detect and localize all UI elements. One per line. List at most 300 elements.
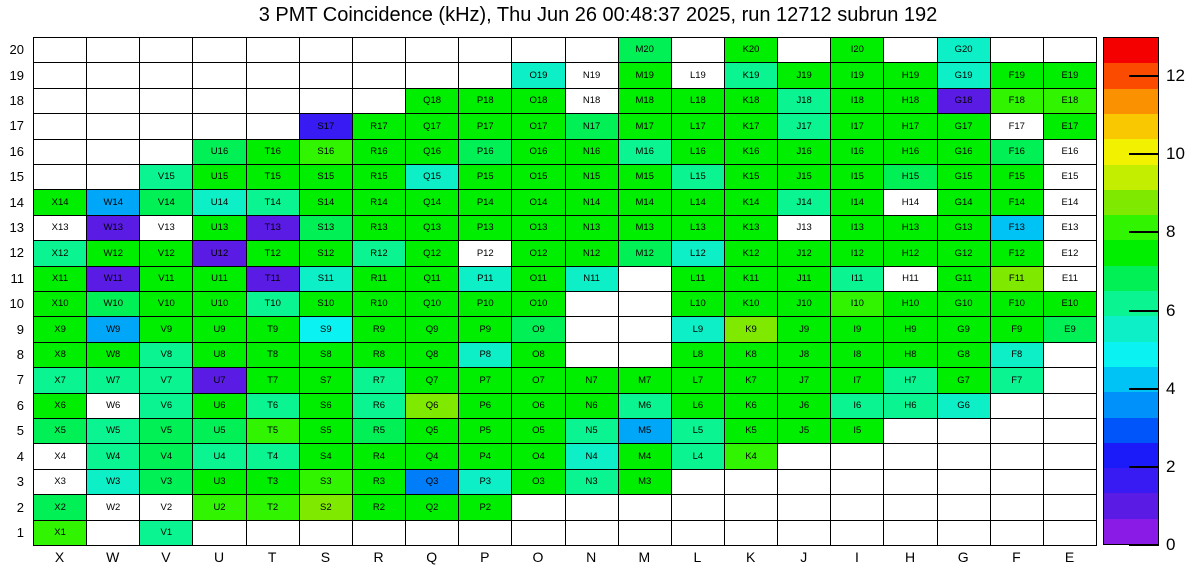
heatmap-cell [140, 343, 193, 368]
heatmap-cell [247, 267, 300, 292]
heatmap-cell [353, 114, 406, 139]
cell-label: G8 [957, 349, 970, 361]
heatmap-cell [619, 317, 672, 342]
heatmap-cell [672, 241, 725, 266]
cell-label: W11 [103, 273, 123, 285]
heatmap-cell [353, 444, 406, 469]
heatmap-cell [725, 165, 778, 190]
cell-label: X1 [54, 527, 66, 539]
heatmap-cell [1044, 521, 1097, 546]
cell-label: N3 [585, 476, 598, 488]
cell-label: M4 [638, 450, 652, 462]
cell-label: I6 [853, 400, 862, 412]
heatmap-cell [459, 267, 512, 292]
heatmap-cell [672, 190, 725, 215]
heatmap-cell [406, 190, 459, 215]
heatmap-cell [725, 241, 778, 266]
cell-label: N17 [582, 120, 601, 132]
heatmap-cell [353, 241, 406, 266]
heatmap-cell [512, 63, 565, 88]
heatmap-cell [140, 216, 193, 241]
cell-label: I7 [853, 374, 862, 386]
heatmap-cell [991, 165, 1044, 190]
heatmap-cell [1044, 394, 1097, 419]
cell-label: K18 [742, 95, 760, 107]
heatmap-cell [193, 140, 246, 165]
colorbar-tick [1129, 231, 1159, 233]
x-axis-tick-label: N [586, 549, 597, 565]
heatmap-cell [459, 317, 512, 342]
cell-label: S4 [320, 450, 332, 462]
y-axis-tick-label: 15 [9, 169, 24, 185]
cell-label: L16 [689, 146, 706, 158]
heatmap-cell [672, 419, 725, 444]
heatmap-cell [247, 241, 300, 266]
heatmap-cell [459, 216, 512, 241]
heatmap-cell [300, 114, 353, 139]
cell-label: T7 [267, 374, 279, 386]
heatmap-cell [193, 216, 246, 241]
heatmap-cell [566, 216, 619, 241]
heatmap-cell [884, 140, 937, 165]
heatmap-cell [459, 114, 512, 139]
cell-label: J5 [799, 425, 810, 437]
cell-label: K4 [745, 450, 757, 462]
heatmap-cell [566, 267, 619, 292]
cell-label: L13 [689, 222, 706, 234]
cell-label: L15 [689, 171, 706, 183]
heatmap-cell [459, 190, 512, 215]
heatmap-cell [831, 419, 884, 444]
heatmap-cell [406, 89, 459, 114]
heatmap-cell [778, 89, 831, 114]
heatmap-cell [1044, 216, 1097, 241]
x-axis-tick-label: Q [426, 549, 438, 565]
heatmap-cell [300, 419, 353, 444]
heatmap-cell [831, 38, 884, 63]
cell-label: Q5 [425, 425, 439, 437]
heatmap-cell [87, 368, 140, 393]
cell-label: X9 [54, 323, 66, 335]
heatmap-cell [566, 292, 619, 317]
heatmap-cell [34, 394, 87, 419]
cell-label: T13 [264, 222, 281, 234]
heatmap-cell [140, 292, 193, 317]
x-axis-tick-label: M [638, 549, 651, 565]
heatmap-cell [34, 292, 87, 317]
cell-label: I10 [850, 298, 864, 310]
cell-label: M16 [635, 146, 654, 158]
heatmap-cell [884, 419, 937, 444]
cell-label: S5 [320, 425, 332, 437]
cell-label: H18 [901, 95, 920, 107]
cell-label: F10 [1008, 298, 1025, 310]
y-axis-tick-label: 17 [9, 118, 24, 134]
cell-label: I18 [850, 95, 864, 107]
cell-label: H13 [901, 222, 920, 234]
cell-label: V7 [160, 374, 173, 386]
cell-label: F15 [1008, 171, 1025, 183]
cell-label: I19 [850, 69, 864, 81]
cell-label: H7 [904, 374, 917, 386]
heatmap-cell [619, 419, 672, 444]
cell-label: K15 [742, 171, 760, 183]
cell-label: S11 [317, 273, 334, 285]
cell-label: I9 [853, 323, 862, 335]
heatmap-cell [140, 470, 193, 495]
cell-label: K17 [742, 120, 760, 132]
cell-label: G9 [957, 323, 970, 335]
heatmap-cell [778, 444, 831, 469]
cell-label: R6 [372, 400, 386, 412]
cell-label: O5 [532, 425, 545, 437]
cell-label: H9 [904, 323, 917, 335]
heatmap-cell [619, 521, 672, 546]
heatmap-cell [140, 89, 193, 114]
cell-label: R8 [372, 349, 386, 361]
cell-label: M15 [635, 171, 654, 183]
heatmap-cell [778, 165, 831, 190]
heatmap-cell [512, 190, 565, 215]
heatmap-cell [938, 190, 991, 215]
cell-label: J18 [796, 95, 812, 107]
cell-label: N7 [585, 374, 598, 386]
cell-label: X6 [54, 400, 66, 412]
heatmap-cell [34, 140, 87, 165]
heatmap-cell [459, 343, 512, 368]
heatmap-cell [300, 292, 353, 317]
heatmap-cell [884, 343, 937, 368]
cell-label: G16 [954, 146, 973, 158]
heatmap-cell [87, 521, 140, 546]
heatmap-cell [512, 38, 565, 63]
cell-label: T5 [267, 425, 279, 437]
heatmap-cell [566, 165, 619, 190]
heatmap-cell [884, 444, 937, 469]
heatmap-cell [831, 241, 884, 266]
heatmap-cell [300, 63, 353, 88]
colorbar-tick-label: 6 [1166, 300, 1176, 320]
heatmap-cell [831, 495, 884, 520]
heatmap-cell [34, 267, 87, 292]
y-axis-tick-label: 8 [16, 347, 24, 363]
heatmap-cell [459, 495, 512, 520]
heatmap-cell [831, 368, 884, 393]
heatmap-cell [247, 495, 300, 520]
heatmap-cell [672, 317, 725, 342]
cell-label: W9 [106, 323, 121, 335]
heatmap-cell [778, 419, 831, 444]
heatmap-cell [247, 63, 300, 88]
cell-label: O11 [529, 273, 548, 285]
heatmap-cell [725, 394, 778, 419]
cell-label: R9 [372, 323, 386, 335]
cell-label: V1 [160, 527, 173, 539]
heatmap-cell [87, 38, 140, 63]
colorbar-tick-label: 2 [1166, 456, 1176, 476]
heatmap-cell [938, 368, 991, 393]
heatmap-cell [247, 38, 300, 63]
cell-label: U5 [213, 425, 226, 437]
cell-label: P16 [476, 146, 494, 158]
heatmap-cell [353, 419, 406, 444]
heatmap-cell [619, 38, 672, 63]
cell-label: N4 [585, 450, 598, 462]
cell-label: K11 [742, 273, 760, 285]
cell-label: M17 [635, 120, 654, 132]
cell-label: V2 [160, 501, 173, 513]
heatmap-cell [34, 368, 87, 393]
x-axis-tick-label: T [267, 549, 277, 565]
cell-label: T11 [264, 273, 281, 285]
y-axis-tick-label: 6 [16, 397, 24, 413]
heatmap-cell [512, 343, 565, 368]
heatmap-cell [459, 165, 512, 190]
cell-label: Q13 [423, 222, 442, 234]
heatmap-cell [247, 140, 300, 165]
heatmap-cell [300, 89, 353, 114]
cell-label: E19 [1061, 69, 1079, 81]
heatmap-cell [778, 241, 831, 266]
heatmap-cell [991, 394, 1044, 419]
heatmap-cell [884, 317, 937, 342]
heatmap-cell [991, 419, 1044, 444]
cell-label: U3 [213, 476, 226, 488]
cell-label: K14 [742, 196, 760, 208]
heatmap-cell [193, 394, 246, 419]
heatmap-cell [193, 343, 246, 368]
heatmap-cell [778, 267, 831, 292]
heatmap-cell [1044, 419, 1097, 444]
heatmap-cell [140, 63, 193, 88]
cell-label: P12 [476, 247, 494, 259]
cell-label: O7 [532, 374, 545, 386]
cell-label: O3 [532, 476, 545, 488]
y-axis-tick-label: 16 [9, 143, 24, 159]
cell-label: K12 [742, 247, 760, 259]
colorbar-band [1104, 114, 1158, 139]
heatmap-cell [512, 521, 565, 546]
heatmap-cell [459, 368, 512, 393]
colorbar-tick [1129, 544, 1159, 546]
cell-label: V8 [160, 349, 173, 361]
cell-label: P5 [479, 425, 492, 437]
heatmap-cell [778, 394, 831, 419]
cell-label: E12 [1061, 247, 1079, 259]
cell-label: V9 [160, 323, 173, 335]
x-axis-tick-label: P [480, 549, 490, 565]
heatmap-cell [1044, 241, 1097, 266]
heatmap-cell [406, 495, 459, 520]
cell-label: N14 [582, 196, 601, 208]
heatmap-cell [672, 470, 725, 495]
cell-label: E18 [1061, 95, 1079, 107]
cell-label: U12 [210, 247, 229, 259]
heatmap-cell [672, 216, 725, 241]
cell-label: I14 [850, 196, 864, 208]
heatmap-cell [778, 470, 831, 495]
heatmap-cell [140, 444, 193, 469]
heatmap-cell [1044, 165, 1097, 190]
heatmap-cell [619, 241, 672, 266]
cell-label: S14 [317, 196, 335, 208]
heatmap-cell [566, 38, 619, 63]
colorbar-band [1104, 316, 1158, 341]
heatmap-cell [406, 216, 459, 241]
heatmap-cell [300, 216, 353, 241]
cell-label: T16 [264, 146, 281, 158]
heatmap-cell [991, 114, 1044, 139]
cell-label: S6 [320, 400, 332, 412]
heatmap-cell [991, 89, 1044, 114]
heatmap-cell [406, 343, 459, 368]
cell-label: P11 [477, 273, 494, 285]
cell-label: J10 [796, 298, 812, 310]
heatmap-cell [353, 140, 406, 165]
heatmap-cell [566, 368, 619, 393]
cell-label: G19 [954, 69, 973, 81]
cell-label: P18 [476, 95, 494, 107]
y-axis-tick-label: 3 [16, 474, 24, 490]
heatmap-cell [672, 343, 725, 368]
heatmap-cell [778, 521, 831, 546]
heatmap-cell [884, 89, 937, 114]
heatmap-cell [672, 38, 725, 63]
heatmap-cell [619, 114, 672, 139]
cell-label: K10 [742, 298, 760, 310]
cell-label: X2 [54, 501, 66, 513]
heatmap-cell [831, 190, 884, 215]
heatmap-cell [353, 292, 406, 317]
heatmap-cell [725, 495, 778, 520]
cell-label: T9 [267, 323, 279, 335]
heatmap-cell [725, 89, 778, 114]
heatmap-cell [831, 470, 884, 495]
heatmap-cell [778, 114, 831, 139]
heatmap-cell [459, 38, 512, 63]
heatmap-cell [1044, 89, 1097, 114]
heatmap-cell [619, 140, 672, 165]
cell-label: W4 [106, 450, 121, 462]
cell-label: V11 [158, 273, 175, 285]
cell-label: G18 [954, 95, 973, 107]
heatmap-cell [406, 63, 459, 88]
cell-label: P14 [476, 196, 494, 208]
x-axis-tick-label: K [745, 549, 756, 565]
heatmap-cell [831, 165, 884, 190]
heatmap-cell [300, 521, 353, 546]
cell-label: E17 [1061, 120, 1079, 132]
cell-label: L12 [689, 247, 706, 259]
heatmap-cell [140, 140, 193, 165]
heatmap-cell [938, 38, 991, 63]
colorbar-band [1104, 266, 1158, 291]
heatmap-cell [87, 190, 140, 215]
cell-label: V12 [157, 247, 175, 259]
heatmap-cell [193, 444, 246, 469]
cell-label: X11 [51, 273, 69, 285]
cell-label: U13 [210, 222, 229, 234]
heatmap-cell [140, 394, 193, 419]
heatmap-cell [1044, 292, 1097, 317]
heatmap-cell [87, 292, 140, 317]
y-axis-tick-label: 18 [9, 93, 24, 109]
cell-label: O14 [529, 196, 548, 208]
y-axis-tick-label: 7 [16, 372, 24, 388]
heatmap-cell [87, 394, 140, 419]
y-axis-tick-label: 1 [16, 524, 24, 540]
cell-label: E14 [1061, 196, 1079, 208]
cell-label: J6 [799, 400, 810, 412]
cell-label: S10 [317, 298, 335, 310]
y-axis-tick-label: 13 [9, 220, 24, 236]
heatmap-cell [725, 216, 778, 241]
cell-label: J14 [796, 196, 812, 208]
heatmap-cell [938, 521, 991, 546]
colorbar-tick-label: 0 [1166, 535, 1176, 554]
heatmap-cell [353, 470, 406, 495]
cell-label: K20 [742, 44, 760, 56]
heatmap-cell [87, 444, 140, 469]
heatmap-cell [193, 368, 246, 393]
cell-label: U14 [210, 196, 229, 208]
heatmap-cell [353, 165, 406, 190]
cell-label: P6 [479, 400, 492, 412]
cell-label: H11 [902, 273, 919, 285]
cell-label: M18 [635, 95, 654, 107]
cell-label: X4 [54, 450, 66, 462]
heatmap-cell [672, 368, 725, 393]
cell-label: L14 [689, 196, 706, 208]
cell-label: T8 [267, 349, 279, 361]
cell-label: V13 [157, 222, 175, 234]
cell-label: P17 [476, 120, 494, 132]
heatmap-cell [459, 292, 512, 317]
heatmap-cell [672, 495, 725, 520]
cell-label: U8 [213, 349, 226, 361]
heatmap-cell [353, 38, 406, 63]
cell-label: S9 [320, 323, 332, 335]
x-axis-tick-label: O [532, 549, 544, 565]
cell-label: W12 [103, 247, 123, 259]
cell-label: F9 [1011, 323, 1023, 335]
cell-label: O4 [532, 450, 545, 462]
cell-label: U10 [210, 298, 229, 310]
heatmap-cell [991, 216, 1044, 241]
cell-label: M3 [638, 476, 652, 488]
heatmap-cell [512, 368, 565, 393]
heatmap-cell [938, 343, 991, 368]
heatmap-cell [247, 521, 300, 546]
heatmap-cell [884, 292, 937, 317]
heatmap-cell [247, 114, 300, 139]
heatmap-cell [140, 368, 193, 393]
heatmap-cell [725, 521, 778, 546]
cell-label: P3 [479, 476, 492, 488]
colorbar-band [1104, 493, 1158, 518]
heatmap-cell [193, 317, 246, 342]
heatmap-cell [247, 317, 300, 342]
cell-label: V6 [160, 400, 173, 412]
heatmap-cell [193, 470, 246, 495]
heatmap-cell [884, 114, 937, 139]
heatmap-cell [991, 521, 1044, 546]
cell-label: Q4 [425, 450, 439, 462]
cell-label: N16 [582, 146, 601, 158]
heatmap-cell [87, 165, 140, 190]
heatmap-cell [34, 444, 87, 469]
cell-label: M5 [638, 425, 652, 437]
